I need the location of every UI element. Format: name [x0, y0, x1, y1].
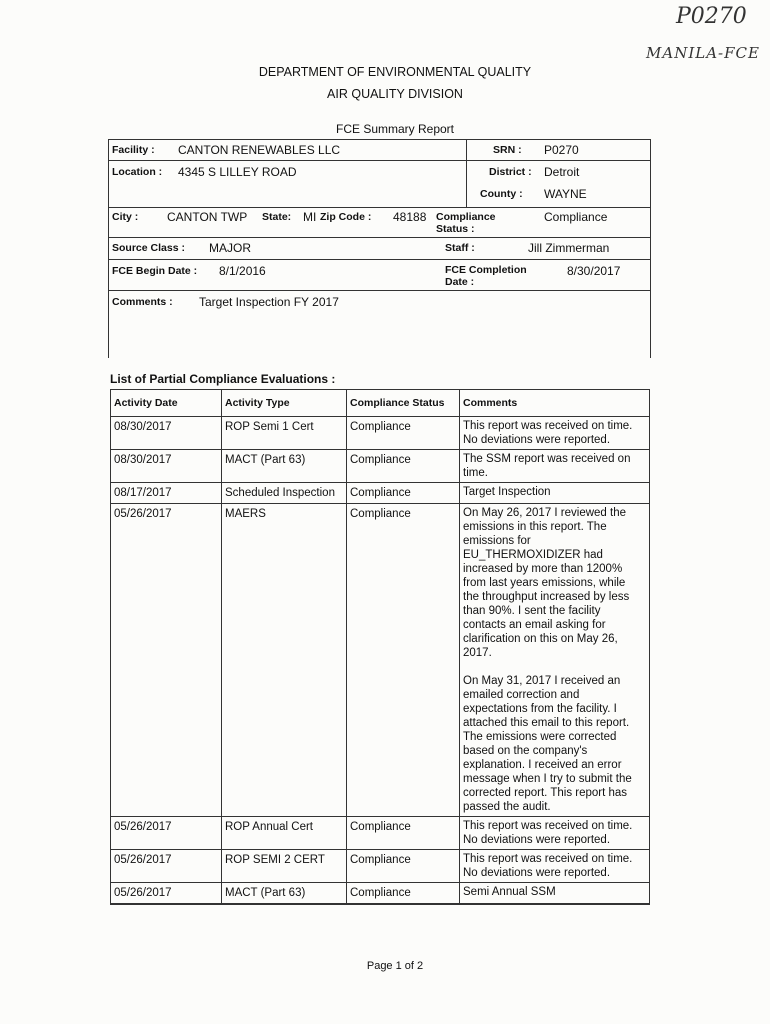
- table-row: [111, 483, 650, 504]
- divider: [109, 237, 650, 238]
- comments: The SSM report was received on time.: [460, 450, 650, 483]
- compliance-status: Compliance: [347, 850, 460, 883]
- page-number: Page 1 of 2: [366, 960, 424, 972]
- table-row: [111, 883, 650, 905]
- table-header-row: [111, 390, 650, 417]
- table-row: [111, 850, 650, 883]
- comments-value: Target Inspection FY 2017: [199, 295, 339, 309]
- activity-type: ROP SEMI 2 CERT: [222, 850, 347, 883]
- state-value: MI: [303, 210, 317, 224]
- activity-type: MAERS: [222, 504, 347, 817]
- comments: Semi Annual SSM: [460, 883, 650, 905]
- comments: This report was received on time. No deviations were reported.: [460, 417, 650, 450]
- report-title: FCE Summary Report: [335, 122, 455, 136]
- activity-type: MACT (Part 63): [222, 883, 347, 905]
- col-activity-date: Activity Date: [111, 390, 222, 417]
- compliance-status-value: Compliance: [544, 210, 608, 224]
- activity-date: 05/26/2017: [111, 883, 222, 905]
- facility-value: CANTON RENEWABLES LLC: [178, 143, 341, 157]
- comments: Target Inspection: [460, 483, 650, 504]
- staff-label: Staff :: [445, 242, 475, 254]
- activity-date: 08/17/2017: [111, 483, 222, 504]
- compliance-status: Compliance: [347, 450, 460, 483]
- divider: [466, 140, 467, 207]
- srn-label: SRN :: [493, 144, 522, 156]
- comments: This report was received on time. No deviations were reported.: [460, 850, 650, 883]
- department-title: DEPARTMENT OF ENVIRONMENTAL QUALITY: [258, 65, 532, 79]
- district-value: Detroit: [544, 165, 580, 179]
- activity-date: 08/30/2017: [111, 417, 222, 450]
- state-label: State:: [262, 211, 292, 223]
- table-row: [111, 450, 650, 483]
- fce-summary-box: [108, 139, 651, 358]
- col-comments: Comments: [460, 390, 650, 417]
- comments: On May 26, 2017 I reviewed the emissions in this report. The emissions for EU_THERMOXIDIZER had increased by more than 1200% from last years emissions, while the throughput increased by less than 90%. I sent the facility contacts an email asking for clarification on this on May 26, 2017. On May 31, 2017 I received an emailed correction and expectations from the facility. I attached this email to this report. The emissions were corrected based on the company's explanation. I received an error message when I try to submit the corrected report. This report has passed the audit.: [460, 504, 650, 817]
- activity-type: MACT (Part 63): [222, 450, 347, 483]
- activity-date: 05/26/2017: [111, 504, 222, 817]
- city-label: City :: [112, 211, 139, 223]
- comments-label: Comments :: [112, 296, 173, 308]
- col-activity-type: Activity Type: [222, 390, 347, 417]
- location-value: 4345 S LILLEY ROAD: [178, 165, 297, 179]
- activity-type: ROP Semi 1 Cert: [222, 417, 347, 450]
- activity-type: ROP Annual Cert: [222, 817, 347, 850]
- zip-value: 48188: [393, 210, 427, 224]
- table-row: [111, 417, 650, 450]
- fce-begin-value: 8/1/2016: [219, 264, 266, 278]
- compliance-status: Compliance: [347, 504, 460, 817]
- divider: [109, 290, 650, 291]
- comments: This report was received on time. No deviations were reported.: [460, 817, 650, 850]
- district-label: District :: [489, 166, 532, 178]
- fce-completion-value: 8/30/2017: [567, 264, 621, 278]
- location-label: Location :: [112, 166, 163, 178]
- col-compliance-status: Compliance Status: [347, 390, 460, 417]
- city-value: CANTON TWP: [167, 210, 248, 224]
- compliance-status-label: Compliance Status :: [436, 211, 496, 235]
- staff-value: Jill Zimmerman: [528, 241, 610, 255]
- division-title: AIR QUALITY DIVISION: [327, 87, 463, 101]
- divider: [109, 160, 650, 161]
- activity-type: Scheduled Inspection: [222, 483, 347, 504]
- facility-label: Facility :: [112, 144, 155, 156]
- activity-date: 08/30/2017: [111, 450, 222, 483]
- compliance-status: Compliance: [347, 483, 460, 504]
- pce-table: [110, 389, 650, 905]
- compliance-status: Compliance: [347, 817, 460, 850]
- activity-date: 05/26/2017: [111, 850, 222, 883]
- compliance-status: Compliance: [347, 883, 460, 905]
- fce-completion-label: FCE Completion Date :: [445, 264, 527, 288]
- county-label: County :: [480, 188, 523, 200]
- divider: [109, 207, 650, 208]
- handwritten-note: MANILA-FCE: [646, 44, 760, 62]
- zip-label: Zip Code :: [320, 211, 372, 223]
- fce-begin-label: FCE Begin Date :: [112, 265, 198, 277]
- handwritten-srn: P0270: [676, 4, 747, 29]
- compliance-status: Compliance: [347, 417, 460, 450]
- county-value: WAYNE: [544, 187, 587, 201]
- table-row: [111, 504, 650, 817]
- source-class-value: MAJOR: [209, 241, 251, 255]
- source-class-label: Source Class :: [112, 242, 185, 254]
- activity-date: 05/26/2017: [111, 817, 222, 850]
- table-row: [111, 817, 650, 850]
- srn-value: P0270: [544, 143, 579, 157]
- pce-list-title: List of Partial Compliance Evaluations :: [110, 372, 336, 386]
- divider: [109, 259, 650, 260]
